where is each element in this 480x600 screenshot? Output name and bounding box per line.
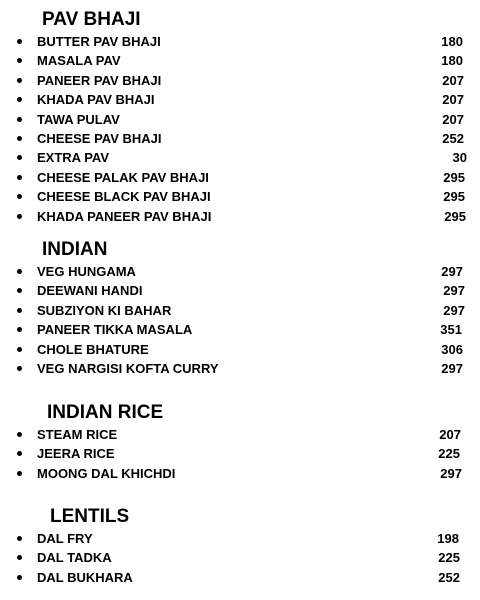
item-name: TAWA PULAV [37, 111, 120, 127]
menu-item [0, 51, 480, 70]
item-price: 295 [443, 169, 465, 185]
menu-item [0, 110, 480, 129]
bullet-icon [17, 155, 22, 160]
item-list [0, 262, 480, 378]
item-name: DAL FRY [37, 531, 93, 546]
menu-item [0, 281, 480, 300]
item-list [0, 425, 480, 483]
section-title: INDIAN RICE [47, 402, 164, 423]
bullet-icon [17, 308, 22, 313]
item-price: 180 [441, 34, 463, 49]
menu-item [0, 129, 480, 148]
bullet-icon [17, 451, 22, 456]
menu-item [0, 464, 480, 483]
item-name: DAL BUKHARA [37, 569, 133, 585]
menu-item [0, 444, 480, 463]
bullet-icon [17, 58, 22, 63]
item-name: DAL TADKA [37, 550, 112, 566]
menu-item [0, 301, 480, 320]
menu-item [0, 425, 480, 444]
bullet-icon [17, 575, 22, 580]
item-price: 207 [439, 427, 461, 442]
item-name: KHADA PAV BHAJI [37, 92, 155, 108]
menu-item [0, 340, 480, 359]
item-name: CHEESE BLACK PAV BHAJI [37, 189, 211, 205]
item-price: 225 [438, 550, 460, 566]
item-price: 198 [437, 531, 459, 546]
item-price: 351 [440, 322, 462, 338]
bullet-icon [17, 471, 22, 476]
item-price: 297 [440, 465, 462, 481]
bullet-icon [17, 194, 22, 199]
section-title: INDIAN [42, 239, 108, 260]
item-price: 252 [442, 130, 464, 146]
bullet-icon [17, 269, 22, 274]
section-title: LENTILS [50, 506, 130, 527]
item-price: 295 [443, 189, 465, 205]
menu-item [0, 568, 480, 587]
item-name: BUTTER PAV BHAJI [37, 34, 161, 49]
bullet-icon [17, 136, 22, 141]
item-name: CHEESE PAV BHAJI [37, 130, 162, 146]
bullet-icon [17, 555, 22, 560]
menu-item [0, 548, 480, 567]
bullet-icon [17, 536, 22, 541]
bullet-icon [17, 288, 22, 293]
item-price: 297 [443, 283, 465, 299]
menu-item [0, 90, 480, 109]
item-price: 225 [438, 446, 460, 462]
bullet-icon [17, 78, 22, 83]
menu-item [0, 262, 480, 281]
section-title: PAV BHAJI [42, 9, 141, 30]
menu-item [0, 359, 480, 378]
item-price: 252 [438, 569, 460, 585]
menu-item [0, 71, 480, 90]
item-list [0, 529, 480, 587]
menu-item [0, 168, 480, 187]
bullet-icon [17, 214, 22, 219]
item-price: 295 [444, 208, 466, 224]
menu-item [0, 207, 480, 226]
item-name: PANEER TIKKA MASALA [37, 322, 193, 338]
item-name: VEG NARGISI KOFTA CURRY [37, 360, 219, 376]
item-name: MASALA PAV [37, 53, 121, 69]
bullet-icon [17, 117, 22, 122]
item-price: 297 [443, 302, 465, 318]
item-name: CHOLE BHATURE [37, 341, 149, 357]
item-name: SUBZIYON KI BAHAR [37, 302, 172, 318]
item-name: JEERA RICE [37, 446, 115, 462]
item-price: 207 [442, 92, 464, 108]
item-name: CHEESE PALAK PAV BHAJI [37, 169, 209, 185]
menu-item [0, 529, 480, 548]
item-list [0, 32, 480, 226]
item-name: MOONG DAL KHICHDI [37, 465, 176, 481]
item-name: EXTRA PAV [37, 150, 109, 166]
item-name: PANEER PAV BHAJI [37, 72, 162, 88]
menu-item [0, 32, 480, 51]
item-price: 297 [441, 360, 463, 376]
bullet-icon [17, 366, 22, 371]
item-price: 30 [452, 150, 467, 166]
bullet-icon [17, 327, 22, 332]
menu-item [0, 187, 480, 206]
bullet-icon [17, 347, 22, 352]
bullet-icon [17, 97, 22, 102]
item-price: 180 [441, 53, 463, 69]
item-name: DEEWANI HANDI [37, 283, 143, 299]
item-price: 297 [441, 264, 463, 279]
item-price: 207 [442, 72, 464, 88]
item-price: 207 [442, 111, 464, 127]
item-name: STEAM RICE [37, 427, 118, 442]
item-price: 306 [441, 341, 463, 357]
menu-item [0, 148, 480, 167]
bullet-icon [17, 432, 22, 437]
bullet-icon [17, 39, 22, 44]
bullet-icon [17, 175, 22, 180]
menu-item [0, 320, 480, 339]
item-name: VEG HUNGAMA [37, 264, 136, 279]
item-name: KHADA PANEER PAV BHAJI [37, 208, 212, 224]
